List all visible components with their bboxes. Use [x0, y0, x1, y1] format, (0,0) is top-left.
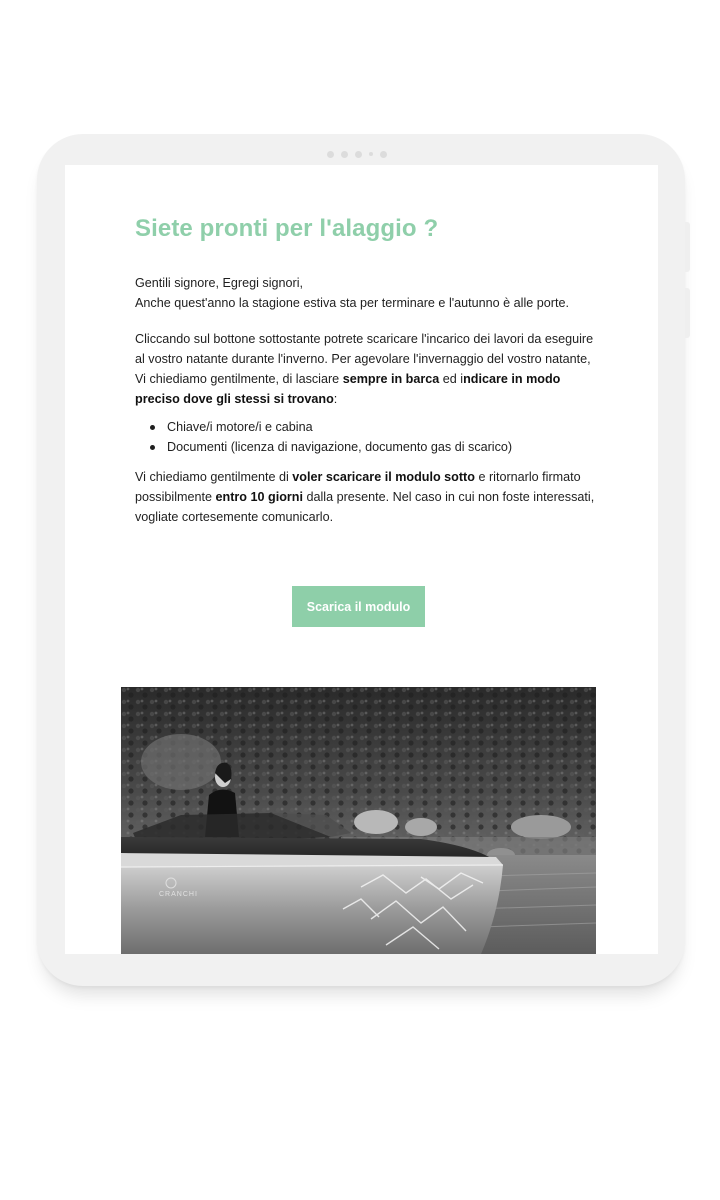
request-bold-deadline: entro 10 giorni [215, 490, 303, 504]
request-bold-download: voler scaricare il modulo sotto [292, 470, 475, 484]
request-text: Vi chiediamo gentilmente di [135, 470, 293, 484]
tablet-volume-button [685, 222, 690, 272]
greeting-line-1: Gentili signore, Egregi signori, [135, 276, 303, 290]
boat-logo-text: CRANCHI [159, 891, 198, 898]
items-list [135, 417, 627, 457]
greeting-paragraph [135, 273, 595, 313]
request-text: dalla presente. Nel caso in cui non foste interessati, vogliate cortesemente comunicarlo. [135, 490, 595, 524]
list-item: Chiave/i motore/i e cabina [167, 417, 627, 437]
boat-photo [121, 687, 596, 954]
request-paragraph [135, 467, 595, 527]
list-item: Documenti (licenza di navigazione, documento gas di scarico) [167, 437, 627, 457]
instructions-text: : [333, 392, 338, 406]
boat-photo-illustration [121, 687, 596, 954]
request-text: e ritornarlo firmato possibilmente [135, 470, 581, 504]
greeting-line-2: Anche quest'anno la stagione estiva sta per terminare e l'autunno è alle porte. [135, 296, 569, 310]
instructions-text: ed i [439, 372, 464, 386]
tablet-camera [327, 150, 387, 158]
email-title: Siete pronti per l'alaggio ? [135, 215, 439, 242]
tablet-power-button [685, 288, 690, 338]
download-form-button[interactable]: Scarica il modulo [292, 586, 425, 627]
email-screen [65, 165, 658, 954]
instructions-paragraph [135, 329, 595, 409]
instructions-bold-keep: sempre in barca [342, 372, 440, 386]
instructions-text: Cliccando sul bottone sottostante potrete scaricare l'incarico dei lavori da eseguire al vostro natante durante l'inverno. Per agevolare l'invernaggio del vostro natante, Vi chiediamo gentilmente, di lasciare [135, 332, 594, 386]
instructions-bold-where: ndicare in modo preciso dove gli stessi si trovano [135, 372, 561, 406]
